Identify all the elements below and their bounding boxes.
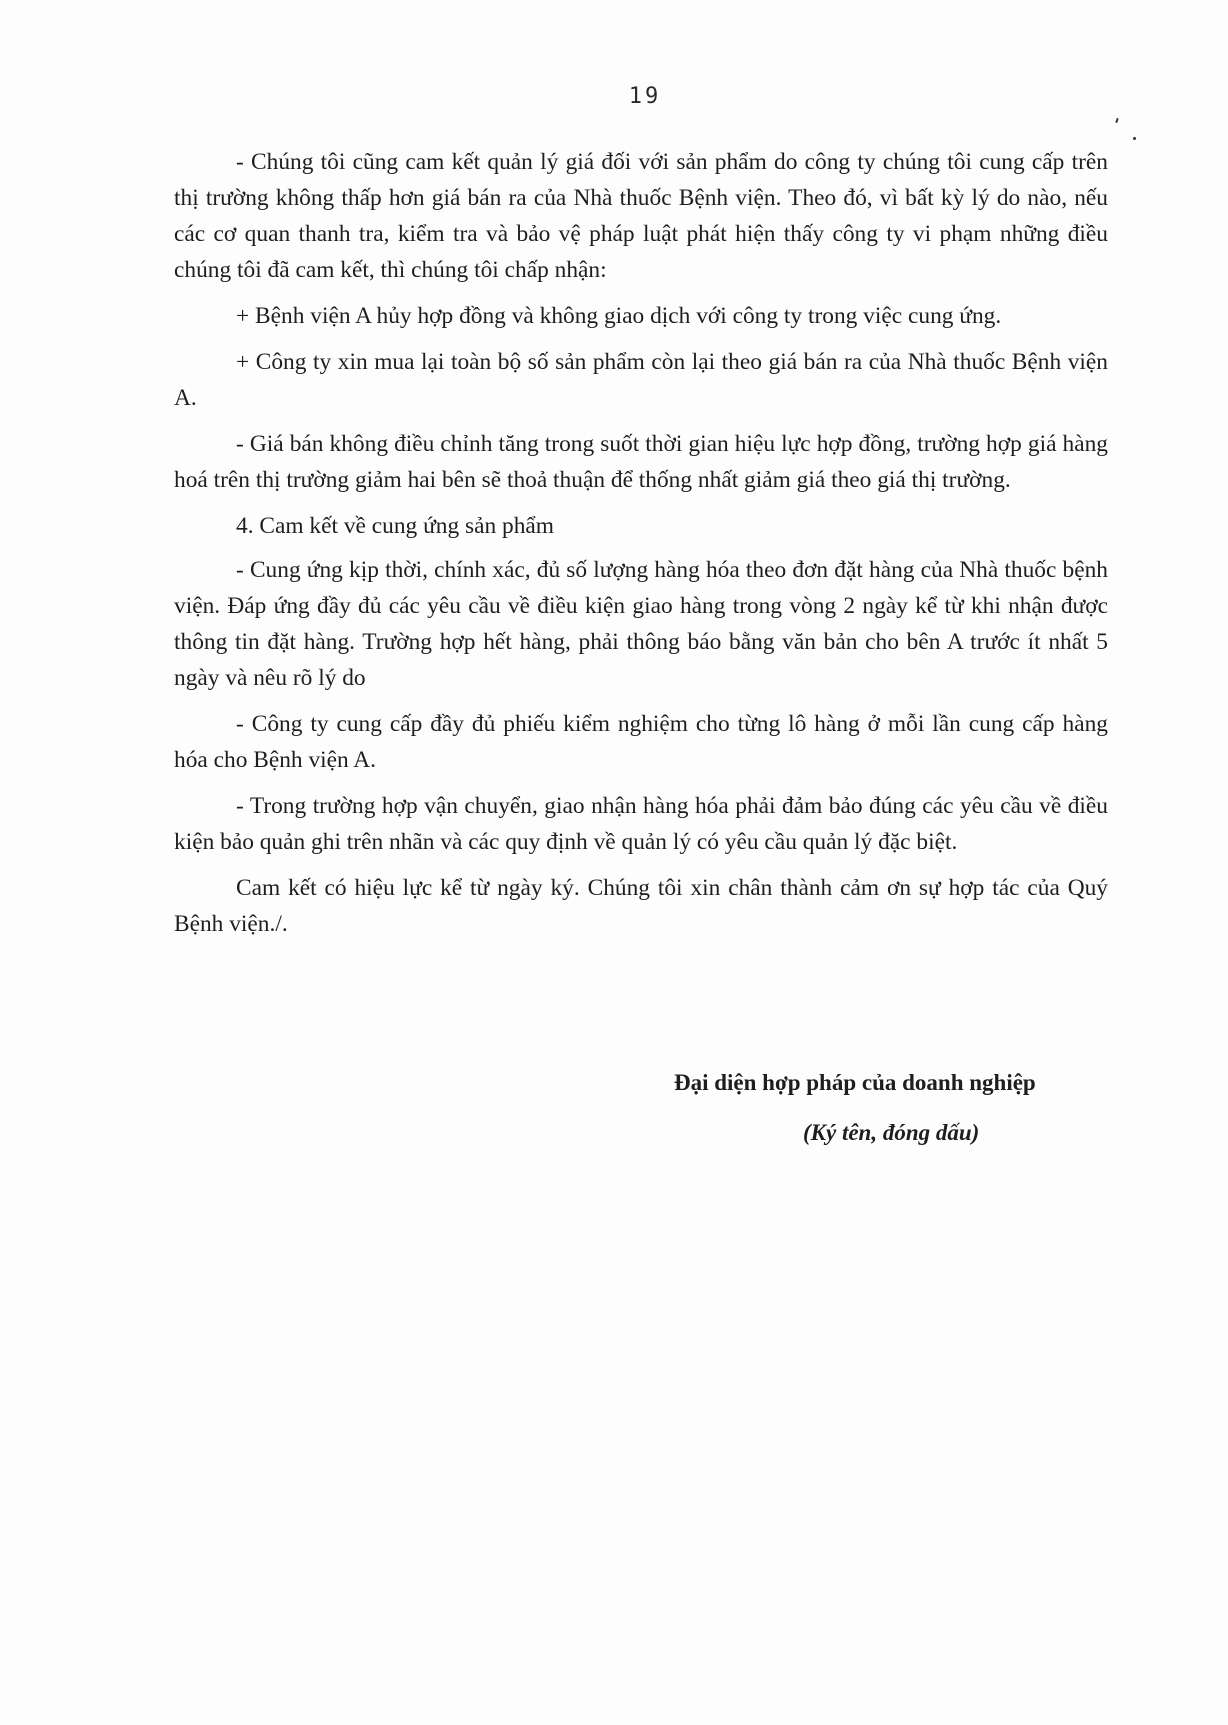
paragraph-effective-date: Cam kết có hiệu lực kể từ ngày ký. Chúng tôi xin chân thành cảm ơn sự hợp tác của Quý Bệnh viện./. <box>174 875 1108 937</box>
paragraph-transport: - Trong trường hợp vận chuyển, giao nhận hàng hóa phải đảm bảo đúng các yêu cầu về điều kiện bảo quản ghi trên nhãn và các quy định về quản lý có yêu cầu quản lý đặc biệt. <box>174 793 1108 855</box>
section-heading-supply: 4. Cam kết về cung ứng sản phẩm <box>236 513 554 539</box>
paragraph-timely-supply: - Cung ứng kịp thời, chính xác, đủ số lượng hàng hóa theo đơn đặt hàng của Nhà thuốc bệnh viện. Đáp ứng đầy đủ các yêu cầu về điều kiện giao hàng trong vòng 2 ngày kể từ khi nhận được thông tin đặt hàng. Trường hợp hết hàng, phải thông báo bằng văn bản cho bên A trước ít nhất 5 ngày và nêu rõ lý do <box>174 557 1108 691</box>
document-body <box>174 144 1108 952</box>
scan-speck <box>1133 137 1136 140</box>
paragraph-test-certificates: - Công ty cung cấp đầy đủ phiếu kiểm nghiệm cho từng lô hàng ở mỗi lần cung cấp hàng hóa cho Bệnh viện A. <box>174 711 1108 773</box>
page-number: 19 <box>628 84 662 109</box>
paragraph-cancel-contract: + Bệnh viện A hủy hợp đồng và không giao dịch với công ty trong việc cung ứng. <box>236 303 1002 329</box>
paragraph-price-adjustment: - Giá bán không điều chỉnh tăng trong suốt thời gian hiệu lực hợp đồng, trường hợp giá hàng hoá trên thị trường giảm hai bên sẽ thoả thuận để thống nhất giảm giá theo giá thị trường. <box>174 431 1108 493</box>
paragraph-buy-back: + Công ty xin mua lại toàn bộ số sản phẩm còn lại theo giá bán ra của Nhà thuốc Bệnh viện A. <box>174 349 1108 411</box>
paragraph-price-commitment: - Chúng tôi cũng cam kết quản lý giá đối với sản phẩm do công ty chúng tôi cung cấp trên thị trường không thấp hơn giá bán ra của Nhà thuốc Bệnh viện. Theo đó, vì bất kỳ lý do nào, nếu các cơ quan thanh tra, kiểm tra và bảo vệ pháp luật phát hiện thấy công ty vi phạm những điều chúng tôi đã cam kết, thì chúng tôi chấp nhận: <box>174 149 1108 283</box>
signature-note: (Ký tên, đóng dấu) <box>803 1120 980 1145</box>
scan-speck <box>1115 118 1119 123</box>
signature-title: Đại diện hợp pháp của doanh nghiệp <box>674 1070 1036 1095</box>
